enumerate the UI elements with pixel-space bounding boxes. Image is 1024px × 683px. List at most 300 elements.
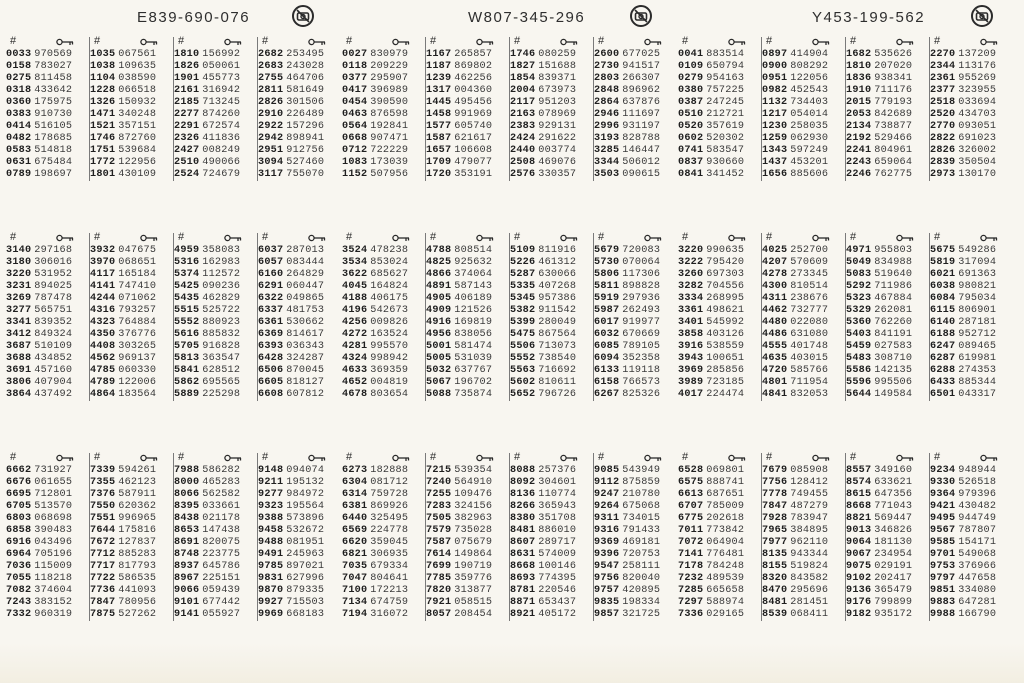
code-value: 948944 (958, 465, 997, 476)
code-value: 832053 (790, 389, 829, 400)
code-value: 562582 (202, 489, 241, 500)
code-row (342, 389, 425, 401)
code-value: 127837 (118, 537, 157, 548)
code-index: 1810 (174, 49, 200, 60)
code-value: 033694 (958, 97, 997, 108)
code-value: 461312 (538, 257, 577, 268)
hash-label: # (514, 231, 521, 243)
code-row (762, 377, 845, 389)
code-column (762, 37, 846, 181)
code-index: 5616 (174, 329, 200, 340)
code-row (678, 73, 761, 85)
code-row (846, 609, 929, 621)
code-index: 4678 (342, 389, 368, 400)
code-value: 043496 (34, 537, 73, 548)
code-index: 2682 (258, 49, 284, 60)
code-value: 306935 (370, 549, 409, 560)
code-value: 628512 (202, 365, 241, 376)
code-index: 7036 (6, 561, 32, 572)
code-index: 4117 (90, 269, 116, 280)
code-index: 0668 (342, 133, 368, 144)
code-row (762, 341, 845, 353)
code-index: 2946 (594, 109, 620, 120)
code-row (6, 49, 89, 61)
key-icon (896, 454, 914, 462)
code-value: 252700 (790, 245, 829, 256)
code-value: 898941 (286, 133, 325, 144)
code-index: 5292 (846, 281, 872, 292)
code-index: 7551 (90, 513, 116, 524)
code-row (90, 537, 173, 549)
code-value: 672574 (202, 121, 241, 132)
key-icon (56, 454, 74, 462)
code-index: 4785 (90, 365, 116, 376)
code-row (594, 573, 677, 585)
code-column (6, 233, 90, 401)
code-row (174, 549, 257, 561)
code-index: 5345 (510, 293, 536, 304)
code-index: 3534 (342, 257, 368, 268)
code-value: 810611 (538, 377, 577, 388)
code-row (342, 489, 425, 501)
code-row (90, 73, 173, 85)
hash-label: # (262, 35, 269, 47)
code-index: 4045 (342, 281, 368, 292)
code-value: 998942 (370, 353, 409, 364)
code-value: 223775 (202, 549, 241, 560)
code-value: 677442 (202, 597, 241, 608)
code-index: 4486 (762, 329, 788, 340)
code-row (90, 573, 173, 585)
code-value: 722229 (370, 145, 409, 156)
code-value: 142135 (874, 365, 913, 376)
code-index: 0741 (678, 145, 704, 156)
hash-label: # (346, 231, 353, 243)
code-value: 196702 (454, 377, 493, 388)
code-value: 106608 (454, 145, 493, 156)
code-value: 317094 (958, 257, 997, 268)
code-row (678, 169, 761, 181)
code-row (678, 365, 761, 377)
code-index: 2942 (258, 133, 284, 144)
code-row (930, 97, 1013, 109)
code-index: 1228 (90, 85, 116, 96)
code-index: 2826 (930, 145, 956, 156)
code-value: 190719 (454, 561, 493, 572)
code-index: 2015 (846, 97, 872, 108)
code-index: 0158 (6, 61, 32, 72)
code-index: 9851 (930, 585, 956, 596)
code-value: 258111 (622, 561, 661, 572)
no-camera-icon (971, 5, 993, 27)
code-row (6, 389, 89, 401)
code-column (594, 233, 677, 401)
code-value: 766573 (622, 377, 661, 388)
code-index: 6160 (258, 269, 284, 280)
code-row (174, 97, 257, 109)
column-header (342, 37, 425, 49)
code-value: 169819 (454, 317, 493, 328)
code-value: 527262 (118, 609, 157, 620)
code-row (426, 525, 509, 537)
code-value: 238676 (790, 293, 829, 304)
code-row (594, 109, 677, 121)
hash-label: # (598, 231, 605, 243)
code-index: 7243 (6, 597, 32, 608)
code-row (258, 293, 341, 305)
code-row (426, 145, 509, 157)
code-value: 090236 (202, 281, 241, 292)
code-value: 324156 (454, 501, 493, 512)
column-header (426, 233, 509, 245)
sheet-header-2 (468, 4, 585, 30)
code-index: 0318 (6, 85, 32, 96)
hash-label: # (598, 451, 605, 463)
code-value: 058515 (454, 597, 493, 608)
code-index: 7672 (90, 537, 116, 548)
code-index: 6916 (6, 537, 32, 548)
column-header (678, 37, 761, 49)
code-row (426, 293, 509, 305)
code-index: 1230 (762, 121, 788, 132)
code-value: 720753 (622, 549, 661, 560)
code-value: 064904 (706, 537, 745, 548)
code-value: 071062 (118, 293, 157, 304)
key-icon (308, 38, 326, 46)
code-row (426, 377, 509, 389)
code-value: 225298 (202, 389, 241, 400)
code-value: 490066 (202, 157, 241, 168)
code-value: 083444 (286, 257, 325, 268)
code-row (510, 513, 593, 525)
code-row (510, 489, 593, 501)
code-value: 872760 (118, 133, 157, 144)
code-value: 787807 (958, 525, 997, 536)
code-value: 033661 (202, 501, 241, 512)
code-value: 841191 (874, 329, 913, 340)
code-value: 532672 (286, 525, 325, 536)
code-value: 113176 (958, 61, 997, 72)
code-row (678, 281, 761, 293)
code-value: 303265 (118, 341, 157, 352)
code-row (342, 73, 425, 85)
code-row (174, 597, 257, 609)
code-value: 535626 (874, 49, 913, 60)
key-icon (560, 234, 578, 242)
code-index: 3989 (678, 377, 704, 388)
code-index: 0900 (762, 61, 788, 72)
code-index: 1720 (426, 169, 452, 180)
code-value: 478238 (370, 245, 409, 256)
code-value: 130170 (958, 169, 997, 180)
code-index: 0454 (342, 97, 368, 108)
code-value: 839371 (538, 73, 577, 84)
code-index: 7194 (342, 609, 368, 620)
code-index: 4633 (342, 365, 368, 376)
code-index: 9330 (930, 477, 956, 488)
code-column (846, 37, 930, 181)
code-value: 195564 (286, 501, 325, 512)
code-index: 8481 (762, 597, 788, 608)
code-row (342, 537, 425, 549)
code-index: 3864 (6, 389, 32, 400)
code-value: 351708 (538, 513, 577, 524)
code-value: 100146 (538, 561, 577, 572)
code-value: 759728 (370, 489, 409, 500)
code-index: 9757 (594, 585, 620, 596)
code-index: 2755 (258, 73, 284, 84)
column-header (762, 453, 845, 465)
code-row (6, 169, 89, 181)
code-row (342, 585, 425, 597)
code-index: 3932 (90, 245, 116, 256)
code-value: 954163 (706, 73, 745, 84)
code-value: 880923 (202, 317, 241, 328)
key-icon (728, 234, 746, 242)
code-value: 122956 (118, 157, 157, 168)
code-index: 5515 (174, 305, 200, 316)
code-row (510, 245, 593, 257)
code-row (594, 353, 677, 365)
code-index: 1810 (846, 61, 872, 72)
code-value: 202417 (874, 573, 913, 584)
code-index: 2344 (930, 61, 956, 72)
code-column (594, 37, 677, 181)
code-index: 0951 (762, 73, 788, 84)
code-index: 2770 (930, 121, 956, 132)
column-header (174, 37, 257, 49)
code-index: 5435 (174, 293, 200, 304)
code-index: 5032 (426, 365, 452, 376)
code-row (930, 49, 1013, 61)
code-row (846, 489, 929, 501)
code-value: 369359 (370, 365, 409, 376)
code-index: 3969 (678, 365, 704, 376)
code-value: 704556 (706, 281, 745, 292)
code-value: 253495 (286, 49, 325, 60)
code-value: 166790 (958, 609, 997, 620)
code-value: 817793 (118, 561, 157, 572)
code-value: 776481 (706, 549, 745, 560)
code-index: 3260 (678, 269, 704, 280)
code-value: 587143 (454, 281, 493, 292)
code-row (678, 537, 761, 549)
hash-label: # (682, 451, 689, 463)
code-value: 538559 (706, 341, 745, 352)
code-row (6, 365, 89, 377)
code-row (90, 317, 173, 329)
code-index: 1083 (342, 157, 368, 168)
code-value: 245963 (286, 549, 325, 560)
code-row (258, 377, 341, 389)
hash-label: # (766, 451, 773, 463)
code-value: 925632 (454, 257, 493, 268)
code-row (930, 537, 1013, 549)
code-index: 0631 (6, 157, 32, 168)
code-index: 7756 (762, 477, 788, 488)
code-row (342, 561, 425, 573)
code-row (846, 389, 929, 401)
code-index: 9182 (846, 609, 872, 620)
code-column (930, 453, 1013, 621)
code-row (762, 245, 845, 257)
code-value: 650794 (706, 61, 745, 72)
code-row (762, 573, 845, 585)
code-index: 1854 (510, 73, 536, 84)
code-index: 9264 (594, 501, 620, 512)
code-value: 401748 (790, 341, 829, 352)
no-camera-icon (630, 5, 652, 27)
code-value: 762260 (874, 317, 913, 328)
code-value: 735874 (454, 389, 493, 400)
code-index: 0033 (6, 49, 32, 60)
code-value: 067561 (118, 49, 157, 60)
code-row (174, 341, 257, 353)
code-index: 7232 (678, 573, 704, 584)
code-value: 705196 (34, 549, 73, 560)
code-index: 2826 (258, 97, 284, 108)
code-value: 467884 (874, 293, 913, 304)
code-row (678, 257, 761, 269)
code-index: 6032 (594, 329, 620, 340)
code-value: 539684 (118, 145, 157, 156)
code-index: 1827 (510, 61, 536, 72)
code-index: 8691 (174, 537, 200, 548)
code-index: 2117 (510, 97, 536, 108)
code-column (930, 233, 1013, 401)
code-row (762, 549, 845, 561)
code-value: 334080 (958, 585, 997, 596)
code-value: 713245 (202, 97, 241, 108)
code-row (426, 561, 509, 573)
code-value: 112572 (202, 269, 241, 280)
hash-label: # (346, 35, 353, 47)
code-value: 779193 (874, 97, 913, 108)
code-row (594, 121, 677, 133)
code-value: 384895 (790, 525, 829, 536)
hash-label: # (934, 451, 941, 463)
code-value: 585766 (790, 365, 829, 376)
code-value: 464706 (286, 73, 325, 84)
code-value: 970569 (34, 49, 73, 60)
code-index: 2803 (594, 73, 620, 84)
code-row (930, 609, 1013, 621)
code-row (930, 477, 1013, 489)
code-value: 747410 (118, 281, 157, 292)
code-row (6, 293, 89, 305)
code-column (90, 233, 174, 401)
code-row (90, 121, 173, 133)
code-value: 157296 (286, 121, 325, 132)
code-column (258, 37, 341, 181)
code-index: 6017 (594, 317, 620, 328)
code-row (258, 477, 341, 489)
sheet-code: W807-345-296 (468, 8, 586, 26)
code-row (342, 465, 425, 477)
code-column (762, 233, 846, 401)
code-index: 8693 (510, 573, 536, 584)
code-value: 637767 (454, 365, 493, 376)
code-value: 183564 (118, 389, 157, 400)
key-icon (392, 38, 410, 46)
code-row (174, 585, 257, 597)
code-index: 3220 (678, 245, 704, 256)
code-value: 172213 (370, 585, 409, 596)
code-row (426, 157, 509, 169)
code-index: 6707 (678, 501, 704, 512)
code-value: 587911 (118, 489, 157, 500)
code-value: 055927 (202, 609, 241, 620)
code-row (846, 133, 929, 145)
code-row (846, 585, 929, 597)
code-index: 0417 (342, 85, 368, 96)
code-index: 5399 (510, 317, 536, 328)
code-row (930, 281, 1013, 293)
code-row (930, 85, 1013, 97)
code-row (174, 257, 257, 269)
code-row (762, 477, 845, 489)
code-row (510, 49, 593, 61)
code-index: 2163 (510, 109, 536, 120)
code-row (846, 477, 929, 489)
hash-label: # (430, 35, 437, 47)
code-index: 4462 (762, 305, 788, 316)
code-value: 498621 (706, 305, 745, 316)
code-index: 3858 (678, 329, 704, 340)
code-value: 156992 (202, 49, 241, 60)
column-header (90, 37, 173, 49)
code-row (6, 61, 89, 73)
code-value: 605740 (454, 121, 493, 132)
code-row (510, 585, 593, 597)
code-value: 085908 (790, 465, 829, 476)
code-index: 1657 (426, 145, 452, 156)
column-header (258, 37, 341, 49)
hash-label: # (598, 35, 605, 47)
code-index: 0387 (678, 97, 704, 108)
code-index: 5602 (510, 377, 536, 388)
code-row (762, 525, 845, 537)
code-value: 545992 (706, 317, 745, 328)
code-value: 834988 (874, 257, 913, 268)
code-value: 481753 (286, 305, 325, 316)
code-row (426, 49, 509, 61)
code-index: 9323 (258, 501, 284, 512)
code-index: 1437 (762, 157, 788, 168)
code-row (846, 513, 929, 525)
code-index: 0482 (6, 133, 32, 144)
code-index: 5382 (510, 305, 536, 316)
code-value: 224778 (370, 525, 409, 536)
code-index: 5083 (846, 269, 872, 280)
code-value: 944749 (958, 513, 997, 524)
code-index: 9547 (594, 561, 620, 572)
code-index: 6291 (258, 281, 284, 292)
code-row (594, 513, 677, 525)
code-value: 274353 (958, 365, 997, 376)
code-row (846, 549, 929, 561)
code-value: 941517 (622, 61, 661, 72)
code-value: 420895 (622, 585, 661, 596)
code-value: 291622 (538, 133, 577, 144)
code-value: 911542 (538, 305, 577, 316)
code-value: 192841 (370, 121, 409, 132)
code-index: 3222 (678, 257, 704, 268)
key-icon (896, 234, 914, 242)
code-value: 207020 (874, 61, 913, 72)
code-index: 1038 (90, 61, 116, 72)
code-index: 5001 (426, 341, 452, 352)
